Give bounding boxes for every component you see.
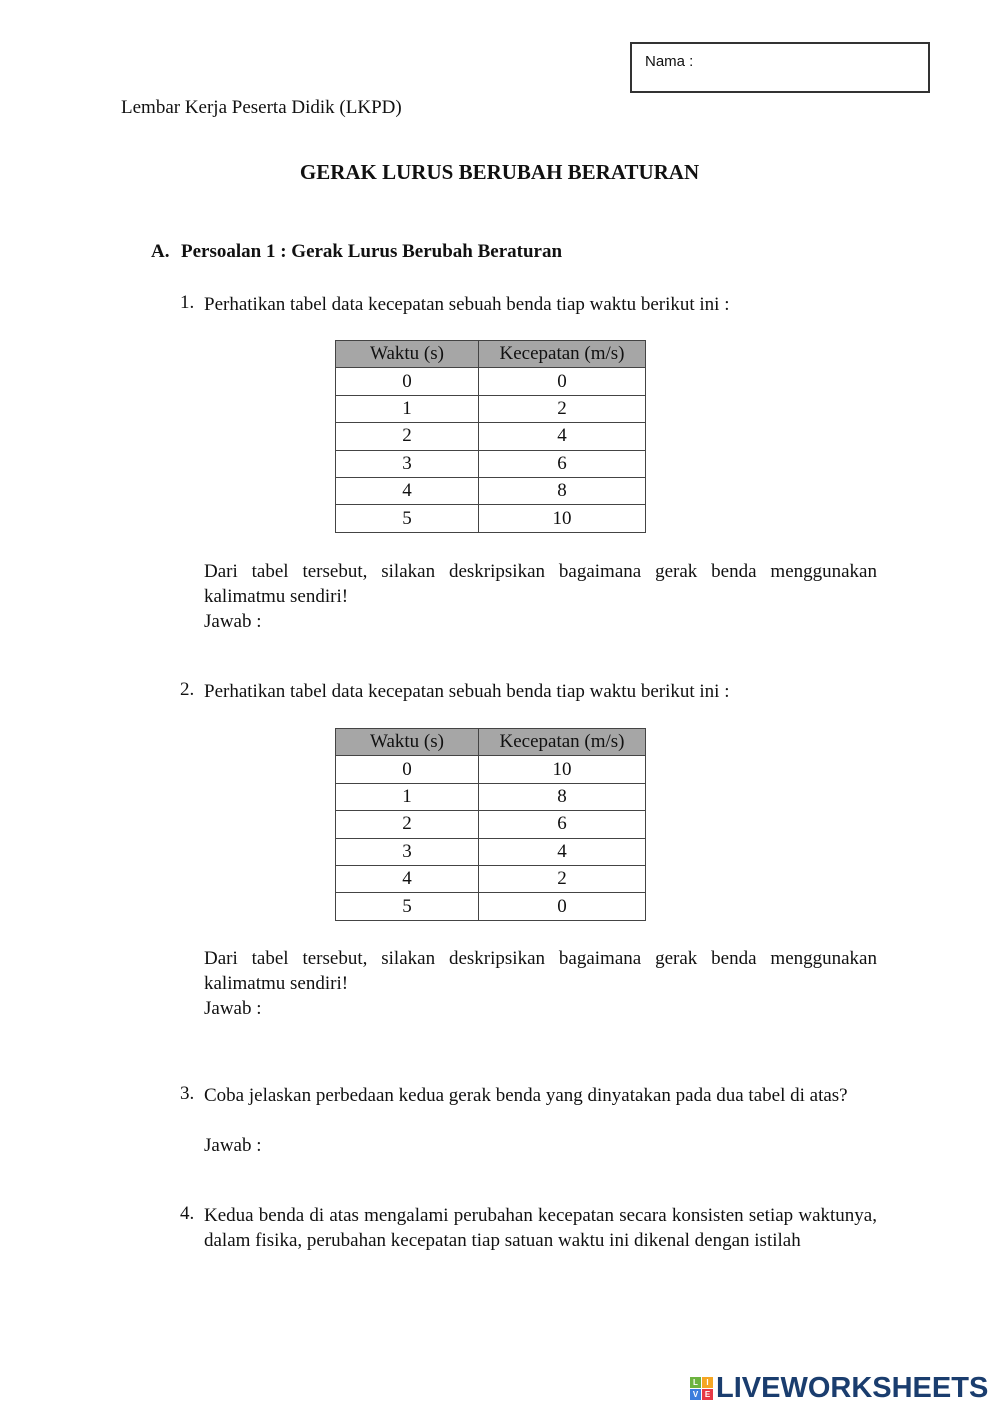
table-cell: 4 xyxy=(336,477,479,504)
table-cell: 1 xyxy=(336,395,479,422)
logo-letter: L xyxy=(690,1377,701,1388)
q1-prompt: Dari tabel tersebut, silakan deskripsikan bagaimana gerak benda menggunakan kalimatmu sendiri! xyxy=(204,561,877,607)
table-row xyxy=(336,756,646,783)
q2-prompt: Dari tabel tersebut, silakan deskripsikan bagaimana gerak benda menggunakan kalimatmu sendiri! xyxy=(204,948,877,994)
column-header: Waktu (s) xyxy=(336,729,479,756)
table-cell: 10 xyxy=(479,505,646,532)
table-cell: 4 xyxy=(336,865,479,892)
table-cell: 8 xyxy=(479,477,646,504)
table-cell: 2 xyxy=(479,865,646,892)
table-cell: 0 xyxy=(336,368,479,395)
page-title: GERAK LURUS BERUBAH BERATURAN xyxy=(299,160,700,184)
q1-answer-label[interactable]: Jawab : xyxy=(204,611,262,632)
table-cell: 3 xyxy=(336,450,479,477)
table-cell: 2 xyxy=(336,423,479,450)
table-row xyxy=(336,505,646,532)
q1-number: 1. xyxy=(180,292,195,313)
table-cell: 2 xyxy=(336,811,479,838)
table-header-row xyxy=(336,341,646,368)
name-label: Nama : xyxy=(645,53,694,70)
table-row xyxy=(336,450,646,477)
table-cell: 5 xyxy=(336,505,479,532)
liveworksheets-logo xyxy=(690,1372,988,1405)
table-cell: 3 xyxy=(336,838,479,865)
table-row xyxy=(336,838,646,865)
table-row xyxy=(336,865,646,892)
logo-letter: I xyxy=(702,1377,713,1388)
q3-answer-label[interactable]: Jawab : xyxy=(204,1135,262,1156)
table-cell: 0 xyxy=(336,756,479,783)
table-cell: 4 xyxy=(479,838,646,865)
name-field-box[interactable] xyxy=(630,42,930,93)
logo-wordmark: LIVEWORKSHEETS xyxy=(716,1372,989,1404)
table-cell: 10 xyxy=(479,756,646,783)
q4-text: Kedua benda di atas mengalami perubahan kecepatan secara konsisten setiap waktunya, dalam fisika, perubahan kecepatan tiap satuan waktu ini dikenal dengan istilah xyxy=(204,1205,877,1251)
table-row xyxy=(336,423,646,450)
header-text: Lembar Kerja Peserta Didik (LKPD) xyxy=(121,97,402,118)
table-row xyxy=(336,893,646,920)
q2-text: Perhatikan tabel data kecepatan sebuah benda tiap waktu berikut ini : xyxy=(204,681,730,702)
table-cell: 4 xyxy=(479,423,646,450)
q3-number: 3. xyxy=(180,1083,195,1104)
live-blocks-icon xyxy=(690,1377,713,1400)
table-row xyxy=(336,477,646,504)
logo-letter: E xyxy=(702,1389,713,1400)
table-cell: 2 xyxy=(479,395,646,422)
table-row xyxy=(336,811,646,838)
column-header: Kecepatan (m/s) xyxy=(479,341,646,368)
column-header: Waktu (s) xyxy=(336,341,479,368)
table-cell: 8 xyxy=(479,783,646,810)
q2-answer-label[interactable]: Jawab : xyxy=(204,998,262,1019)
q4-number: 4. xyxy=(180,1203,195,1224)
table-cell: 6 xyxy=(479,450,646,477)
q2-number: 2. xyxy=(180,679,195,700)
section-letter: A. xyxy=(151,241,170,262)
logo-letter: V xyxy=(690,1389,701,1400)
q1-text: Perhatikan tabel data kecepatan sebuah benda tiap waktu berikut ini : xyxy=(204,294,730,315)
table-cell: 0 xyxy=(479,368,646,395)
velocity-table-1 xyxy=(335,340,646,533)
table-row xyxy=(336,783,646,810)
table-header-row xyxy=(336,729,646,756)
velocity-table-2 xyxy=(335,728,646,921)
q3-text: Coba jelaskan perbedaan kedua gerak benda yang dinyatakan pada dua tabel di atas? xyxy=(204,1085,848,1106)
table-row xyxy=(336,395,646,422)
table-cell: 0 xyxy=(479,893,646,920)
table-cell: 1 xyxy=(336,783,479,810)
table-cell: 5 xyxy=(336,893,479,920)
table-row xyxy=(336,368,646,395)
table-cell: 6 xyxy=(479,811,646,838)
column-header: Kecepatan (m/s) xyxy=(479,729,646,756)
section-heading: Persoalan 1 : Gerak Lurus Berubah Beraturan xyxy=(181,241,563,262)
